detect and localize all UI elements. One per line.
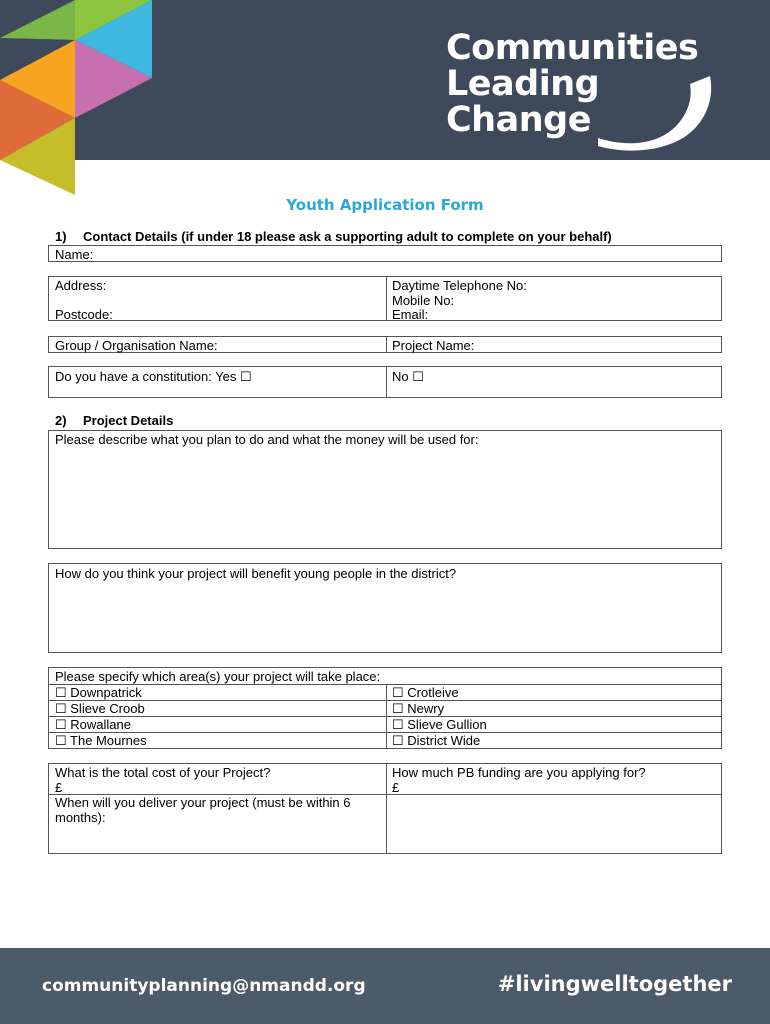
area-option-slieve-gullion[interactable]: ☐ Slieve Gullion [392, 717, 487, 732]
name-label: Name: [55, 247, 94, 262]
email-label: Email: [392, 307, 429, 322]
section-2-title: Project Details [83, 413, 174, 428]
section-2-heading [55, 413, 173, 428]
deliver-label: When will you deliver your project (must be within 6 months): [55, 795, 351, 825]
areas-label: Please specify which area(s) your project will take place: [55, 669, 381, 684]
section-1-number: 1) [55, 229, 67, 244]
area-option-newry[interactable]: ☐ Newry [392, 701, 445, 716]
row-divider [49, 700, 721, 701]
benefit-field[interactable] [48, 563, 722, 653]
logo-line-2: Leading [446, 64, 600, 104]
area-option-district-wide[interactable]: ☐ District Wide [392, 733, 481, 748]
column-divider [386, 367, 387, 397]
contact-email-link[interactable]: communityplanning@nmandd.org [42, 976, 366, 996]
header-banner [0, 0, 770, 160]
group-project-table [48, 336, 722, 353]
logo-line-1: Communities [446, 28, 699, 68]
project-name-label: Project Name: [392, 338, 475, 353]
cost-table [48, 763, 722, 854]
name-field[interactable] [48, 245, 722, 262]
address-label: Address: [55, 278, 107, 293]
column-divider [386, 764, 387, 853]
logo-swoosh-icon [590, 66, 720, 156]
mobile-label: Mobile No: [392, 293, 455, 308]
constitution-table [48, 366, 722, 398]
describe-label: Please describe what you plan to do and what the money will be used for: [55, 432, 479, 447]
benefit-label: How do you think your project will benefit young people in the district? [55, 566, 457, 581]
total-cost-field[interactable]: £ [55, 780, 63, 795]
pb-funding-field[interactable]: £ [392, 780, 400, 795]
section-2-number: 2) [55, 413, 67, 428]
area-option-rowallane[interactable]: ☐ Rowallane [55, 717, 131, 732]
area-option-crotleive[interactable]: ☐ Crotleive [392, 685, 459, 700]
row-divider [49, 732, 721, 733]
area-option-slieve-croob[interactable]: ☐ Slieve Croob [55, 701, 145, 716]
row-divider [49, 684, 721, 685]
area-option-downpatrick[interactable]: ☐ Downpatrick [55, 685, 142, 700]
postcode-label: Postcode: [55, 307, 113, 322]
daytime-phone-label: Daytime Telephone No: [392, 278, 527, 293]
row-divider [49, 716, 721, 717]
hashtag: #livingwelltogether [497, 972, 732, 996]
logo-line-3: Change [446, 100, 591, 140]
total-cost-label: What is the total cost of your Project? [55, 765, 271, 780]
constitution-yes-checkbox[interactable]: Do you have a constitution: Yes ☐ [55, 369, 252, 384]
area-option-the-mournes[interactable]: ☐ The Mournes [55, 733, 147, 748]
section-1-title: Contact Details (if under 18 please ask a supporting adult to complete on your behalf) [83, 229, 612, 244]
footer-banner [0, 948, 770, 1024]
column-divider [386, 277, 387, 320]
pb-funding-label: How much PB funding are you applying for? [392, 765, 646, 780]
form-title: Youth Application Form [286, 196, 484, 214]
geometric-logo-pattern [0, 0, 160, 200]
constitution-no-checkbox[interactable]: No ☐ [392, 369, 424, 384]
project-description-field[interactable] [48, 430, 722, 549]
areas-table [48, 667, 722, 749]
group-name-label: Group / Organisation Name: [55, 338, 218, 353]
column-divider [386, 684, 387, 748]
column-divider [386, 337, 387, 352]
section-1-heading [55, 229, 612, 244]
address-contact-table [48, 276, 722, 321]
